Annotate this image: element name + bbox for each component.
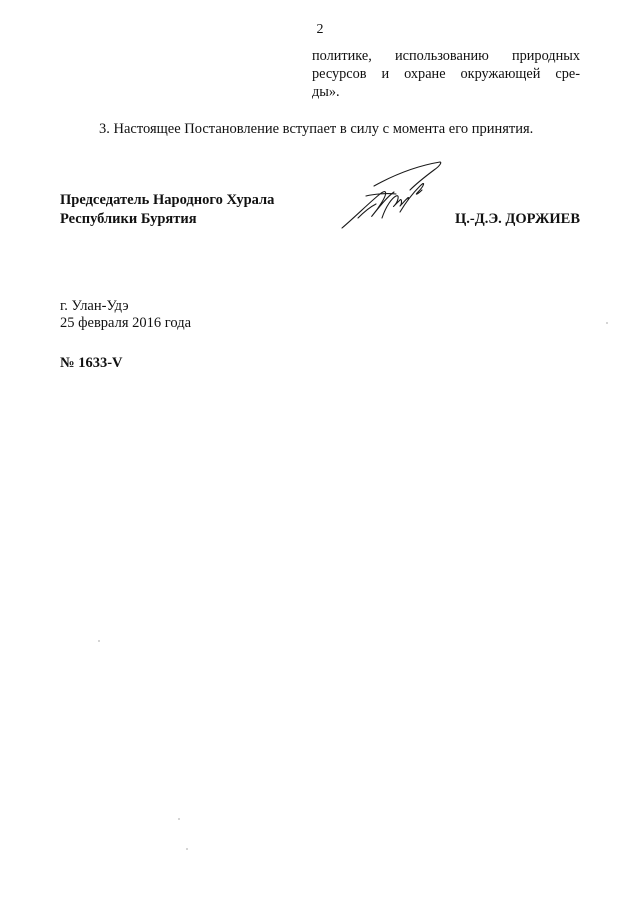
signer-title-line-1: Председатель Народного Хурала [60, 192, 275, 208]
place: г. Улан-Удэ [60, 298, 129, 314]
signer-title [60, 191, 274, 229]
quote-line-2: ресурсов и охране окружающей сре- [312, 66, 580, 82]
quote-line-3: ды». [312, 84, 340, 100]
signer-name: Ц.-Д.Э. ДОРЖИЕВ [455, 211, 580, 227]
signer-title-line-2: Республики Бурятия [60, 211, 197, 227]
clause-3: 3. Настоящее Постановление вступает в силу с момента его принятия. [99, 121, 534, 137]
scan-speck [178, 818, 180, 820]
place-date-block [60, 298, 191, 332]
quote-continuation [312, 47, 580, 101]
document-number: № 1633-V [60, 355, 123, 371]
date: 25 февраля 2016 года [60, 315, 192, 331]
scan-speck [98, 640, 100, 642]
scan-speck [606, 322, 608, 324]
page-number: 2 [316, 22, 324, 37]
signature [336, 156, 446, 236]
quote-line-1: политике, использованию природных [312, 48, 580, 64]
scan-speck [186, 848, 188, 850]
